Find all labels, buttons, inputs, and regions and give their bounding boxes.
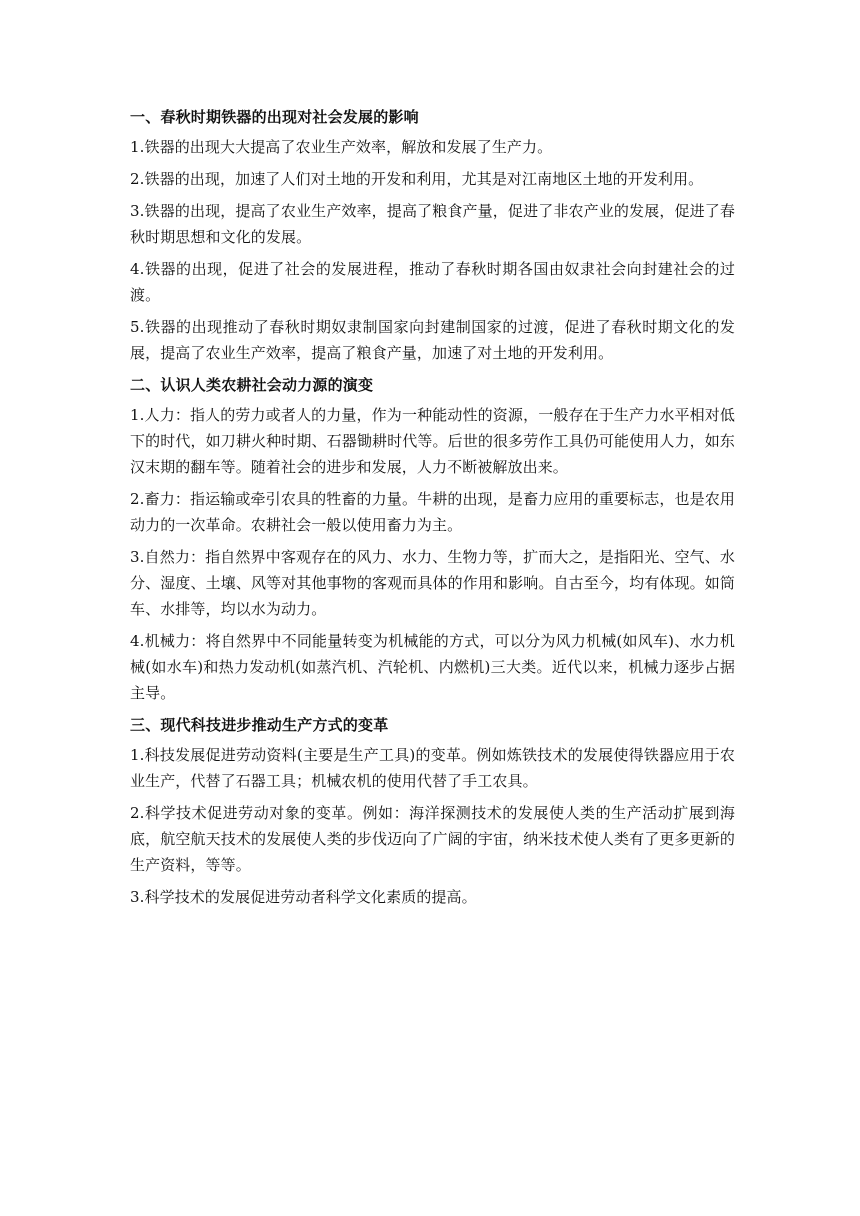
paragraph: 4.铁器的出现，促进了社会的发展进程，推动了春秋时期各国由奴隶社会向封建社会的过渡。 xyxy=(130,260,735,304)
paragraph: 4.机械力：将自然界中不同能量转变为机械能的方式，可以分为风力机械(如风车)、水力机械(如水车)和热力发动机(如蒸汽机、汽轮机、内燃机)三大类。近代以来，机械力逐步占据主导。 xyxy=(130,632,735,702)
paragraph: 5.铁器的出现推动了春秋时期奴隶制国家向封建制国家的过渡，促进了春秋时期文化的发展，提高了农业生产效率，提高了粮食产量，加速了对土地的开发利用。 xyxy=(130,318,735,362)
paragraph: 2.铁器的出现，加速了人们对土地的开发和利用，尤其是对江南地区土地的开发利用。 xyxy=(130,170,704,188)
section-1 xyxy=(130,104,735,366)
paragraph: 3.自然力：指自然界中客观存在的风力、水力、生物力等，扩而大之，是指阳光、空气、水分、湿度、土壤、风等对其他事物的客观而具体的作用和影响。自古至今，均有体现。如筒车、水排等，均以水为动力。 xyxy=(130,548,735,618)
paragraph: 1.科技发展促进劳动资料(主要是生产工具)的变革。例如炼铁技术的发展使得铁器应用于农业生产，代替了石器工具；机械农机的使用代替了手工农具。 xyxy=(130,746,735,790)
section-heading: 一、春秋时期铁器的出现对社会发展的影响 xyxy=(130,108,419,126)
document-page xyxy=(130,104,735,910)
paragraph: 1.铁器的出现大大提高了农业生产效率，解放和发展了生产力。 xyxy=(130,138,553,156)
paragraph: 2.畜力：指运输或牵引农具的牲畜的力量。牛耕的出现，是畜力应用的重要标志，也是农用动力的一次革命。农耕社会一般以使用畜力为主。 xyxy=(130,490,735,534)
paragraph: 3.科学技术的发展促进劳动者科学文化素质的提高。 xyxy=(130,888,477,906)
section-3 xyxy=(130,712,735,910)
section-heading: 二、认识人类农耕社会动力源的演变 xyxy=(130,376,374,394)
section-2 xyxy=(130,372,735,706)
paragraph: 2.科学技术促进劳动对象的变革。例如：海洋探测技术的发展使人类的生产活动扩展到海底，航空航天技术的发展使人类的步伐迈向了广阔的宇宙，纳米技术使人类有了更多更新的生产资料，等等。 xyxy=(130,804,735,874)
paragraph: 3.铁器的出现，提高了农业生产效率，提高了粮食产量，促进了非农产业的发展，促进了春秋时期思想和文化的发展。 xyxy=(130,202,735,246)
section-heading: 三、现代科技进步推动生产方式的变革 xyxy=(130,716,389,734)
paragraph: 1.人力：指人的劳力或者人的力量，作为一种能动性的资源，一般存在于生产力水平相对低下的时代，如刀耕火种时期、石器锄耕时代等。后世的很多劳作工具仍可能使用人力，如东汉末期的翻车等。随着社会的进步和发展，人力不断被解放出来。 xyxy=(130,406,735,476)
